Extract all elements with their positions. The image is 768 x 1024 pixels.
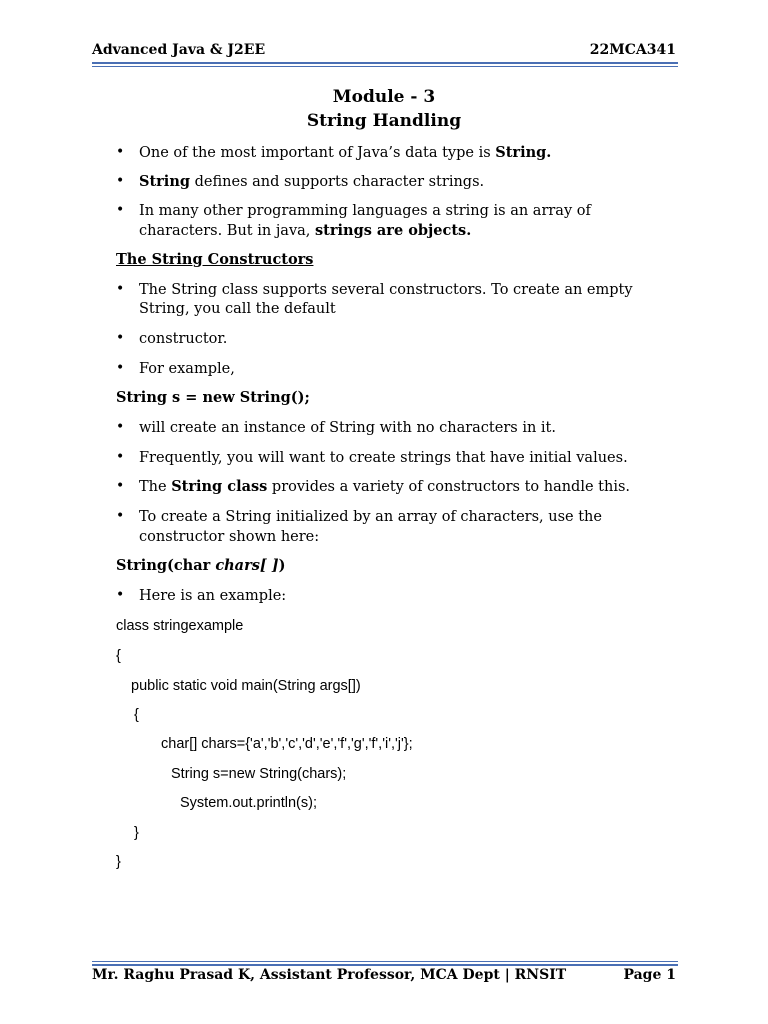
code-line-7: System.out.println(s);: [180, 795, 317, 811]
constructor-bullet-5: Frequently, you will want to create strings that have initial values.: [139, 450, 628, 466]
text: The: [139, 479, 172, 495]
constructor-bullet-3: For example,: [139, 361, 235, 377]
page-number: Page 1: [623, 967, 676, 983]
code-line-2: {: [116, 648, 121, 664]
constructor-bullet-7-line2: constructor shown here:: [139, 529, 320, 545]
code-example-2: [116, 556, 286, 576]
module-title: Module - 3: [332, 87, 436, 107]
constructor-bullet-1-line2: String, you call the default: [139, 301, 336, 317]
code-line-8: }: [134, 825, 139, 841]
bullet: •: [116, 449, 125, 465]
footer-author: Mr. Raghu Prasad K, Assistant Professor, MCA Dept | RNSIT: [92, 967, 567, 983]
text: ): [278, 557, 286, 574]
header-rule-thin: [92, 66, 678, 67]
code-line-1: class stringexample: [116, 618, 244, 634]
text: One of the most important of Java’s data type is: [139, 145, 496, 161]
bullet: •: [116, 173, 125, 189]
code-line-6: String s=new String(chars);: [171, 766, 347, 782]
page-header: [92, 42, 676, 62]
bold-text: strings are objects.: [315, 222, 472, 239]
code-example-1: String s = new String();: [116, 389, 310, 406]
bold-text: String class: [171, 478, 268, 495]
bullet: •: [116, 419, 125, 435]
intro-bullet-3-line1: In many other programming languages a string is an array of: [139, 203, 591, 219]
text: String(char: [116, 557, 216, 574]
header-course: Advanced Java & J2EE: [92, 42, 266, 58]
constructor-bullet-4: will create an instance of String with no characters in it.: [139, 420, 556, 436]
header-rule-thick: [92, 62, 678, 64]
footer-rule-thin: [92, 961, 678, 962]
bold-text: String: [139, 173, 190, 190]
footer-rule-thick: [92, 964, 678, 966]
intro-bullet-3-line2: [139, 221, 471, 241]
bullet: •: [116, 587, 125, 603]
page-footer: [92, 967, 676, 987]
bold-text: String.: [495, 144, 552, 161]
constructor-bullet-8: Here is an example:: [139, 588, 287, 604]
bullet: •: [116, 478, 125, 494]
constructor-bullet-6: [139, 477, 630, 497]
code-line-5: char[] chars={'a','b','c','d','e','f','g','f','i','j'};: [161, 736, 413, 752]
bullet: •: [116, 144, 125, 160]
code-line-3: public static void main(String args[]): [131, 678, 361, 694]
bullet: •: [116, 281, 125, 297]
constructor-bullet-1-line1: The String class supports several constructors. To create an empty: [139, 282, 633, 298]
constructor-bullet-7-line1: To create a String initialized by an array of characters, use the: [139, 509, 602, 525]
code-line-4: {: [134, 707, 139, 723]
bullet: •: [116, 360, 125, 376]
bullet: •: [116, 508, 125, 524]
topic-title: String Handling: [306, 111, 462, 131]
text: defines and supports character strings.: [190, 174, 485, 190]
bullet: •: [116, 202, 125, 218]
text: provides a variety of constructors to handle this.: [267, 479, 631, 495]
code-line-9: }: [116, 854, 121, 870]
header-code: 22MCA341: [589, 42, 676, 58]
italic-text: chars[ ]: [215, 557, 279, 574]
intro-bullet-2: [139, 172, 484, 192]
intro-bullet-1: [139, 143, 551, 163]
bullet: •: [116, 330, 125, 346]
section-heading: The String Constructors: [116, 251, 314, 268]
text: characters. But in java,: [139, 223, 316, 239]
constructor-bullet-2: constructor.: [139, 331, 228, 347]
